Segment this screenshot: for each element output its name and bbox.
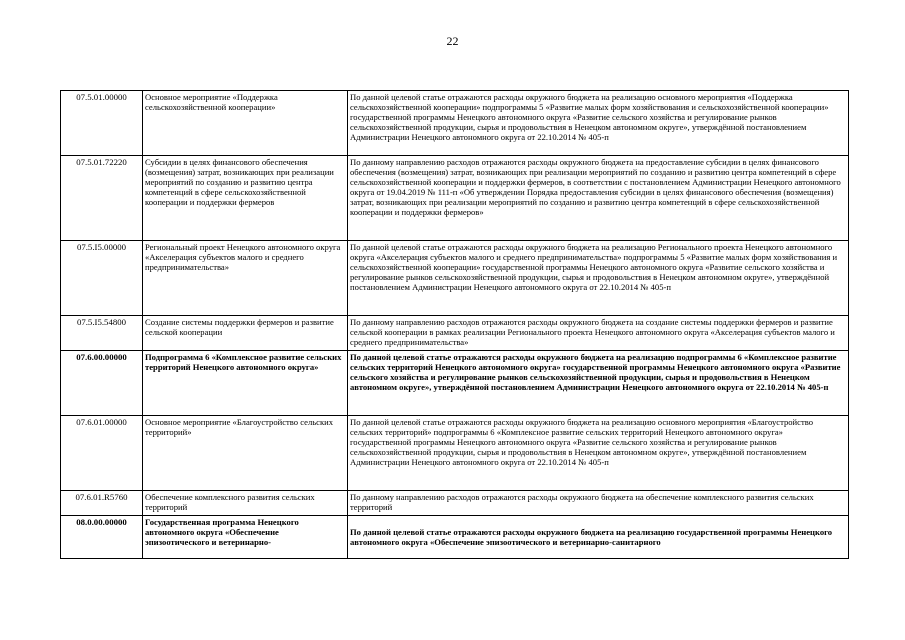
row-name: Субсидии в целях финансового обеспечения (возмещения) затрат, возникающих при реализации мероприятий по созданию и развитию центра компетенций в сфере сельскохозяйственной кооперации и поддержки фермеров — [143, 156, 348, 241]
page-number: 22 — [446, 34, 459, 48]
row-name: Обеспечение комплексного развития сельских территорий — [143, 491, 348, 516]
row-description: По данному направлению расходов отражаются расходы окружного бюджета на обеспечение комплексного развития сельских территорий — [348, 491, 849, 516]
row-code: 07.6.01.R5760 — [61, 491, 143, 516]
table-row — [61, 416, 849, 491]
row-description: По данной целевой статье отражаются расходы окружного бюджета на реализацию государственной программы Ненецкого автономного округа «Обеспечение эпизоотического и ветеринарно-санитарного — [348, 516, 849, 559]
row-name: Основное мероприятие «Благоустройство сельских территорий» — [143, 416, 348, 491]
row-description: По данному направлению расходов отражаются расходы окружного бюджета на создание системы поддержки фермеров и развитие сельской кооперации в рамках реализации Регионального проекта Ненецкого автономного округа «Акселерация субъектов малого и среднего предпринимательства» — [348, 316, 849, 351]
table-row — [61, 351, 849, 416]
row-description: По данной целевой статье отражаются расходы окружного бюджета на реализацию основного мероприятия «Благоустройство сельских территорий» подпрограммы 6 «Комплексное развитие сельских территорий Ненецкого автономного округа» государственной программы Ненецкого автономного округа «Развитие сельского хозяйства и регулирование рынков сельскохозяйственной продукции, сырья и продовольствия в Ненецком автономном округе», утверждённой постановлением Администрации Ненецкого автономного округа от 22.10.2014 № 405-п — [348, 416, 849, 491]
row-description: По данной целевой статье отражаются расходы окружного бюджета на реализацию подпрограммы 6 «Комплексное развитие сельских территорий Ненецкого автономного округа» государственной программы Ненецкого автономного округа «Развитие сельского хозяйства и регулирование рынков сельскохозяйственной продукции, сырья и продовольствия в Ненецком автономном округе», утверждённой постановлением Администрации Ненецкого автономного округа от 22.10.2014 № 405-п — [348, 351, 849, 416]
row-code: 07.6.00.00000 — [61, 351, 143, 416]
row-name: Основное мероприятие «Поддержка сельскохозяйственной кооперации» — [143, 91, 348, 156]
row-description: По данной целевой статье отражаются расходы окружного бюджета на реализацию основного мероприятия «Поддержка сельскохозяйственной кооперации» подпрограммы 5 «Развитие малых форм хозяйствования и сельскохозяйственной кооперации» государственной программы Ненецкого автономного округа «Развитие сельского хозяйства и регулирование рынков сельскохозяйственной продукции, сырья и продовольствия в Ненецком автономном округе», утверждённой постановлением Администрации Ненецкого автономного округа от 22.10.2014 № 405-п — [348, 91, 849, 156]
row-code: 07.5.I5.54800 — [61, 316, 143, 351]
row-name: Государственная программа Ненецкого автономного округа «Обеспечение эпизоотического и ветеринарно- — [143, 516, 348, 559]
target-articles-table — [60, 90, 849, 559]
table-row — [61, 91, 849, 156]
row-description: По данному направлению расходов отражаются расходы окружного бюджета на предоставление субсидии в целях финансового обеспечения (возмещения) затрат, возникающих при реализации мероприятий по созданию и развитию центра компетенций в сфере сельскохозяйственной кооперации и поддержки фермеров, в соответствии с постановлением Администрации Ненецкого автономного округа от 19.04.2019 № 111-п «Об утверждении Порядка предоставления субсидии в целях финансового обеспечения (возмещения) затрат, возникающих при реализации мероприятий по созданию и развитию центра компетенций в сфере сельскохозяйственной кооперации и поддержки фермеров» — [348, 156, 849, 241]
row-name: Создание системы поддержки фермеров и развитие сельской кооперации — [143, 316, 348, 351]
table-row — [61, 516, 849, 559]
row-name: Подпрограмма 6 «Комплексное развитие сельских территорий Ненецкого автономного округа» — [143, 351, 348, 416]
row-name: Региональный проект Ненецкого автономного округа «Акселерация субъектов малого и среднего предпринимательства» — [143, 241, 348, 316]
table-row — [61, 316, 849, 351]
row-description: По данной целевой статье отражаются расходы окружного бюджета на реализацию Регионального проекта Ненецкого автономного округа «Акселерация субъектов малого и среднего предпринимательства» подпрограммы 5 «Развитие малых форм хозяйствования и сельскохозяйственной кооперации» государственной программы Ненецкого автономного округа «Развитие сельского хозяйства и регулирование рынков сельскохозяйственной продукции, сырья и продовольствия в Ненецком автономном округе», утверждённой постановлением Администрации Ненецкого автономного округа от 22.10.2014 № 405-п — [348, 241, 849, 316]
table-row — [61, 156, 849, 241]
row-code: 07.5.01.72220 — [61, 156, 143, 241]
table-row — [61, 241, 849, 316]
table-row — [61, 491, 849, 516]
row-code: 08.0.00.00000 — [61, 516, 143, 559]
row-code: 07.5.I5.00000 — [61, 241, 143, 316]
row-code: 07.6.01.00000 — [61, 416, 143, 491]
row-code: 07.5.01.00000 — [61, 91, 143, 156]
